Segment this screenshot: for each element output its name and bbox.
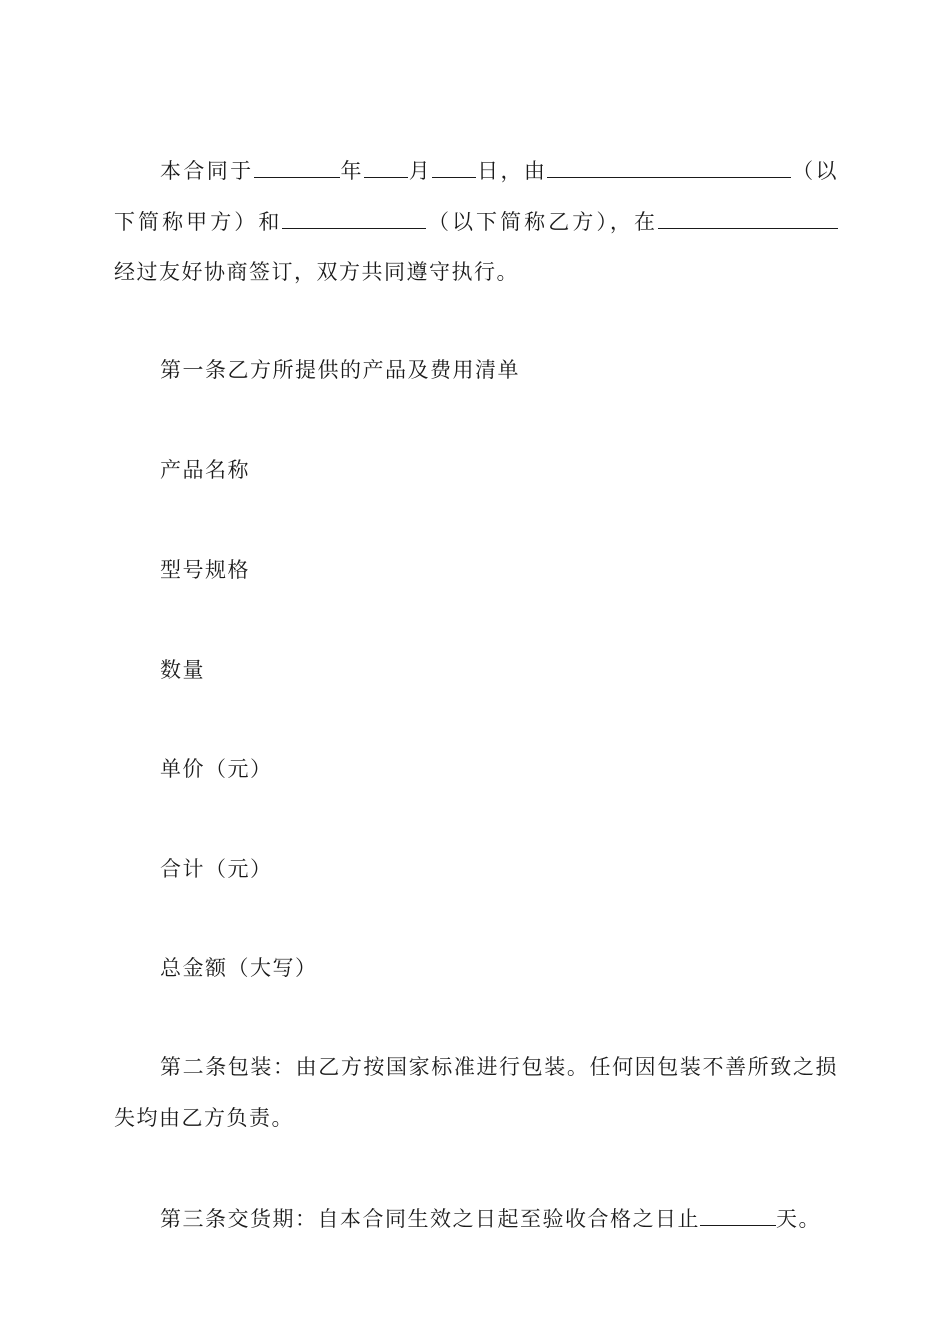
intro-line-2 — [114, 208, 838, 236]
party-b-blank — [282, 208, 426, 229]
days-blank — [700, 1205, 776, 1226]
unit-price-label: 单价（元） — [160, 757, 273, 781]
intro-text-party-b-at: （以下简称乙方），在 — [426, 210, 659, 234]
article-3-text: 第三条交货期：自本合同生效之日起至验收合格之日止 — [160, 1207, 700, 1231]
intro-line-1 — [160, 157, 838, 185]
article-1-title: 第一条乙方所提供的产品及费用清单 — [160, 358, 520, 382]
total-amount-label: 总金额（大写） — [160, 956, 318, 980]
article-3-line — [160, 1205, 838, 1233]
party-a-blank — [547, 157, 791, 178]
product-name-label: 产品名称 — [160, 458, 250, 482]
intro-text-hereinafter: （以 — [791, 159, 839, 183]
intro-text-year: 年 — [339, 159, 364, 183]
day-blank — [432, 157, 476, 178]
quantity-label: 数量 — [160, 658, 205, 682]
intro-text-day-by: 日，由 — [476, 159, 548, 183]
year-blank — [254, 157, 340, 178]
article-2-line-1: 第二条包装：由乙方按国家标准进行包装。任何因包装不善所致之损 — [160, 1055, 838, 1079]
subtotal-label: 合计（元） — [160, 857, 273, 881]
intro-text-date-prefix: 本合同于 — [160, 159, 254, 183]
model-spec-label: 型号规格 — [160, 558, 250, 582]
article-2-line-2: 失均由乙方负责。 — [114, 1106, 294, 1130]
intro-text-party-a-and: 下简称甲方）和 — [114, 210, 283, 234]
article-3-suffix: 天。 — [776, 1207, 821, 1231]
month-blank — [364, 157, 408, 178]
intro-line-3: 经过友好协商签订，双方共同遵守执行。 — [114, 260, 519, 284]
location-blank — [658, 208, 838, 229]
intro-text-month: 月 — [407, 159, 433, 183]
